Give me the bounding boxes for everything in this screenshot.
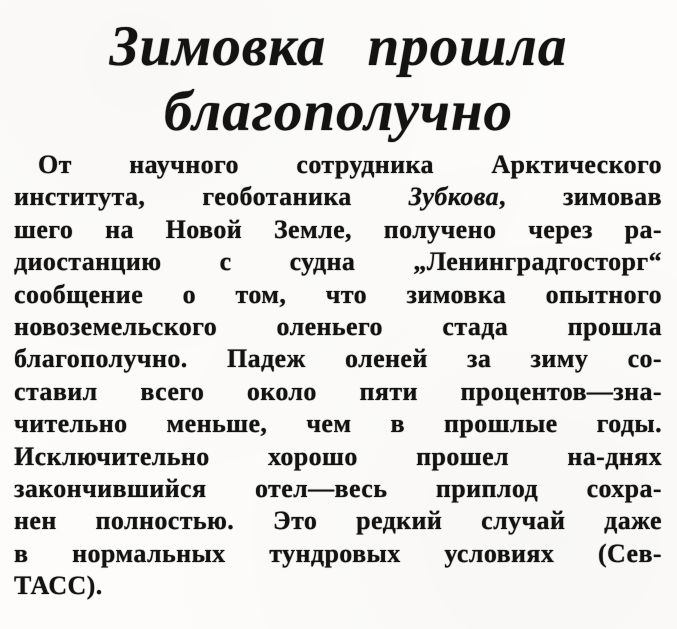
text-segment: диостанцию с судна „Ленинградгосторг“ [14, 247, 662, 277]
body-line [14, 279, 662, 311]
body-line [14, 408, 662, 440]
text-segment: ТАСС). [14, 571, 103, 601]
text-segment: Исключительно хорошо прошел на-днях [14, 441, 662, 471]
text-segment: сообщение о том, что зимовка опытного [14, 279, 662, 309]
body-line [14, 505, 662, 537]
body-line [14, 246, 662, 278]
article-title [0, 0, 677, 144]
body-line [14, 538, 662, 570]
text-segment: От научного сотрудника Арктического [38, 150, 662, 179]
title-line-1: Зимовка прошла [109, 15, 568, 78]
text-segment: чительно меньше, чем в прошлые годы. [14, 409, 662, 439]
article-body [0, 144, 677, 603]
body-line [14, 311, 662, 343]
body-line [14, 473, 662, 505]
text-segment: института, геоботаника [14, 182, 409, 212]
text-segment: , зимовав [498, 182, 662, 212]
body-line [14, 441, 662, 473]
text-segment: закончившийся отел—весь приплод сохра- [14, 474, 662, 504]
text-segment: благополучно. Падеж оленей за зиму со- [14, 344, 662, 374]
text-segment: в нормальных тундровых условиях (Сев- [14, 538, 662, 568]
text-segment: шего на Новой Земле, получено через ра- [14, 214, 662, 244]
text-segment: ставил всего около пяти процентов—зна- [14, 376, 662, 406]
text-segment-italic: Зубкова [408, 182, 499, 212]
body-line [14, 570, 662, 602]
title-line-2: благополучно [164, 80, 513, 143]
body-line [14, 214, 662, 246]
text-segment: новоземельского оленьего стада прошла [14, 312, 662, 342]
text-segment: нен полностью. Это редкий случай даже [14, 506, 662, 536]
body-line [14, 181, 662, 213]
body-line [14, 149, 662, 181]
body-line [14, 376, 662, 408]
body-line [14, 343, 662, 375]
